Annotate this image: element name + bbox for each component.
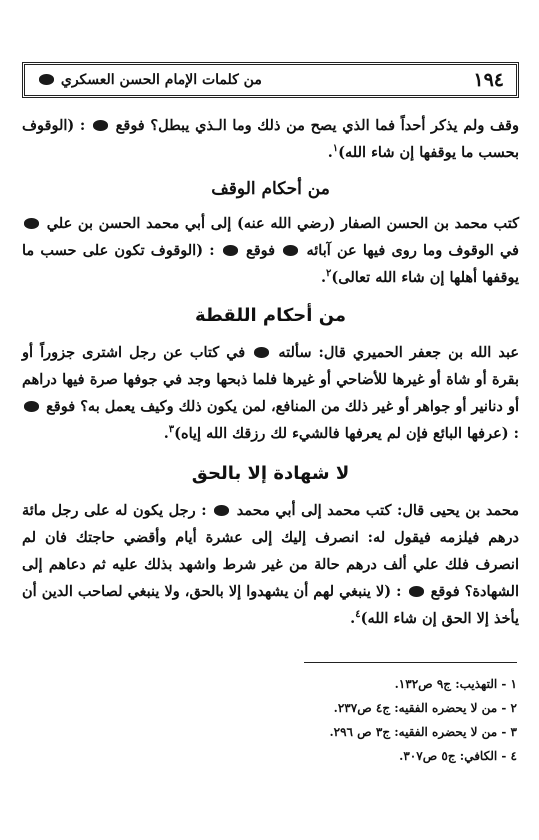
running-title-text: من كلمات الإمام الحسن العسكري [60, 72, 262, 88]
text-fragment: : (عرفها البائع فإن لم يعرفها فالشيء لك رزقك الله إياه) [174, 425, 519, 442]
text-fragment: في الوقوف وما روى فيها عن آبائه [306, 242, 519, 259]
honorific-icon [214, 505, 229, 516]
section-title-testimony: لا شهادة إلا بالحق [191, 463, 350, 484]
text-fragment: : (لا ينبغي لهم أن يشهدوا إلا بالحق، ولا ينبغي لصاحب الدين أن يأخذ إلا الحق إن شاء الله) [22, 583, 519, 627]
footnote-item: ٣ - من لا يحضره الفقيه: ج٣ ص ٢٩٦. [329, 725, 517, 739]
footnote-ref: ٤ [355, 609, 361, 621]
footnote-item: ٢ - من لا يحضره الفقيه: ج٤ ص٢٣٧. [333, 701, 517, 715]
text-fragment: محمد بن يحيى قال: كتب محمد إلى أبي محمد [236, 502, 519, 519]
paragraph-waqf-intro: وقف ولم يذكر أحداً فما الذي يصح من ذلك وما الـذي يبطل؟ فوقع : (الوقوف بحسب ما يوقفها إن شاء الله)$^١$. [22, 117, 519, 161]
text-fragment: وقف ولم يذكر أحداً فما الذي يصح من ذلك وما الـذي يبطل؟ فوقع [115, 117, 519, 134]
text-fragment: : رجل يكون له على رجل مائة درهم فيلزمه فيقول له: انصرف إليك إلى عشرة أيام وأقضي حاجتك فان لم انصرف فلك علي ألف درهم حالة من غير شرط واشهد بذلك عليه ثم دعاهم إلى الشهادة؟ فوقع [22, 502, 519, 600]
text-fragment: كتب محمد بن الحسن الصفار (رضي الله عنه) إلى أبي محمد الحسن بن علي [46, 215, 519, 232]
section-title-waqf: من أحكام الوقف [211, 179, 330, 199]
honorific-icon [409, 586, 424, 597]
honorific-icon [93, 120, 108, 131]
text-fragment: عبد الله بن جعفر الحميري قال: سألته [278, 344, 519, 361]
footnote-divider [304, 662, 517, 663]
footnote-ref: ٣ [168, 424, 175, 436]
honorific-icon [223, 245, 238, 256]
honorific-icon [24, 401, 39, 412]
paragraph-waqf: كتب محمد بن الحسن الصفار (رضي الله عنه) إلى أبي محمد الحسن بن علي في الوقوف وما روى فيها عن آبائه فوقع : (الوقوف تكون على حسب ما يوقفها أهلها إن شاء الله تعالى)$^٢$. [22, 215, 519, 286]
honorific-icon [283, 245, 298, 256]
footnotes [217, 672, 517, 768]
running-header [22, 62, 519, 98]
page-number: ١٩٤ [473, 69, 504, 91]
text-fragment: فوقع [246, 242, 276, 259]
honorific-icon [254, 347, 269, 358]
honorific-icon [39, 74, 54, 85]
page-content [22, 112, 519, 632]
section-title-luqata: من أحكام اللقطة [194, 305, 347, 326]
running-title [37, 72, 262, 88]
text-fragment: : (الوقوف تكون على حسب ما يوقفها أهلها إن شاء الله تعالى) [22, 242, 519, 286]
paragraph-luqata: عبد الله بن جعفر الحميري قال: سألته في كتاب عن رجل اشترى جزوراً أو بقرة أو شاة أو غيرها للأضاحي أو غيرها فلما ذبحها وجد في جوفها صرة فيها دراهم أو دنانير أو جواهر أو غير ذلك من المنافع، لمن يكون ذلك وكيف يعمل به؟ فوقع : (عرفها البائع فإن لم يعرفها فالشيء لك رزقك الله إياه)$^٣$. [22, 344, 519, 442]
footnote-ref: ٢ [326, 268, 332, 280]
footnote-item: ٤ - الكافي: ج٥ ص٣٠٧. [399, 749, 517, 763]
footnote-ref: ١ [332, 143, 339, 155]
honorific-icon [24, 218, 39, 229]
footnote-item: ١ - التهذيب: ج٩ ص١٣٢. [394, 677, 517, 691]
text-fragment: في كتاب عن رجل اشترى جزوراً أو بقرة أو شاة أو غيرها للأضاحي أو غيرها فلما ذبحها وجد في جوفها صرة فيها دراهم أو دنانير أو جواهر أو غير ذلك من المنافع، لمن يكون ذلك وكيف يعمل به؟ فوقع [22, 344, 519, 415]
paragraph-testimony: محمد بن يحيى قال: كتب محمد إلى أبي محمد : رجل يكون له على رجل مائة درهم فيلزمه فيقول له: انصرف إليك إلى عشرة أيام وأقضي حاجتك فان لم انصرف فلك علي ألف درهم حالة من غير شرط واشهد بذلك عليه ثم دعاهم إلى الشهادة؟ فوقع : (لا ينبغي لهم أن يشهدوا إلا بالحق، ولا ينبغي لصاحب الدين أن يأخذ إلا الحق إن شاء الله)$^٤$. [22, 502, 519, 627]
text-fragment: : (الوقوف بحسب ما يوقفها إن شاء الله) [22, 117, 519, 161]
